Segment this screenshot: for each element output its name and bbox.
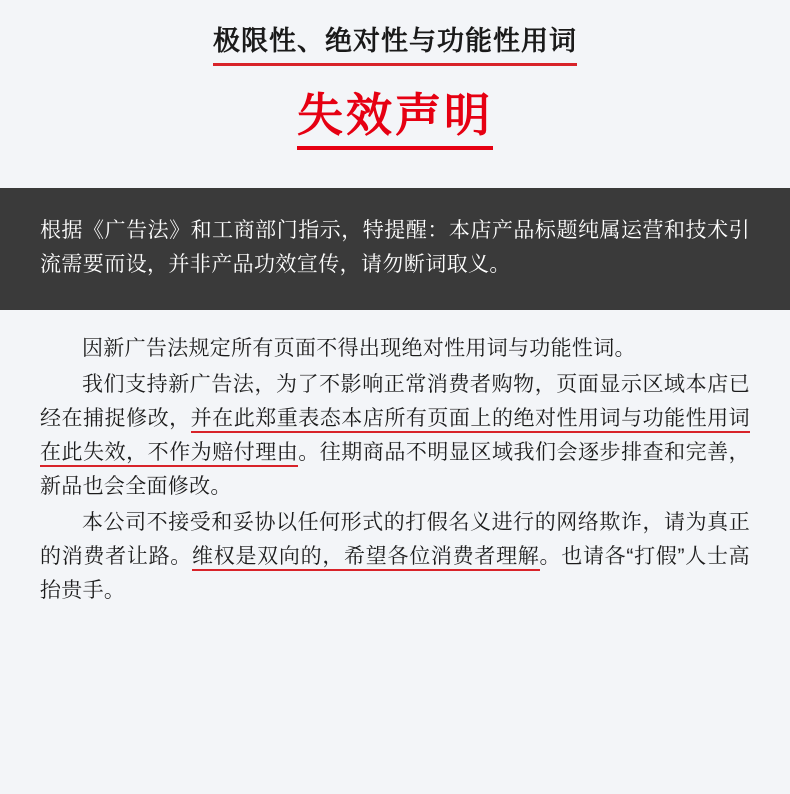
- body-content: [0, 310, 790, 608]
- page-header: [0, 0, 790, 150]
- title-secondary-wrap: [0, 88, 790, 150]
- paragraph-2-underlined: 并在此郑重表态本店所有页面上的绝对性用词与功能性用词在此失效，不作为赔付理由: [40, 407, 750, 467]
- paragraph-2-part-2: 。往期商品不明显区域我们会逐步排查和完善，新品也会全面修改。: [40, 441, 750, 499]
- page-title-primary: 极限性、绝对性与功能性用词: [213, 24, 577, 66]
- title-primary-wrap: [0, 24, 790, 66]
- paragraph-3-part-1: 本公司不接受和妥协以任何形式的打假名义进行的网络欺诈，请为真正的消费者让路。: [40, 511, 750, 569]
- page-title-secondary: 失效声明: [297, 88, 493, 150]
- paragraph-3-underlined: 维权是双向的，希望各位消费者理解: [192, 545, 539, 571]
- paragraph-2-part-1: 我们支持新广告法，为了不影响正常消费者购物，页面显示区域本店已经在捕捉修改，: [40, 373, 750, 431]
- body-paragraph-3: [40, 506, 750, 608]
- notice-text: 根据《广告法》和工商部门指示，特提醒：本店产品标题纯属运营和技术引流需要而设，并非产品功效宣传，请勿断词取义。: [40, 219, 750, 277]
- notice-banner: [0, 188, 790, 310]
- body-paragraph-2: [40, 368, 750, 504]
- paragraph-3-part-2: 。也请各“打假”人士高抬贵手。: [40, 545, 750, 603]
- body-paragraph-1: 因新广告法规定所有页面不得出现绝对性用词与功能性词。: [82, 337, 636, 361]
